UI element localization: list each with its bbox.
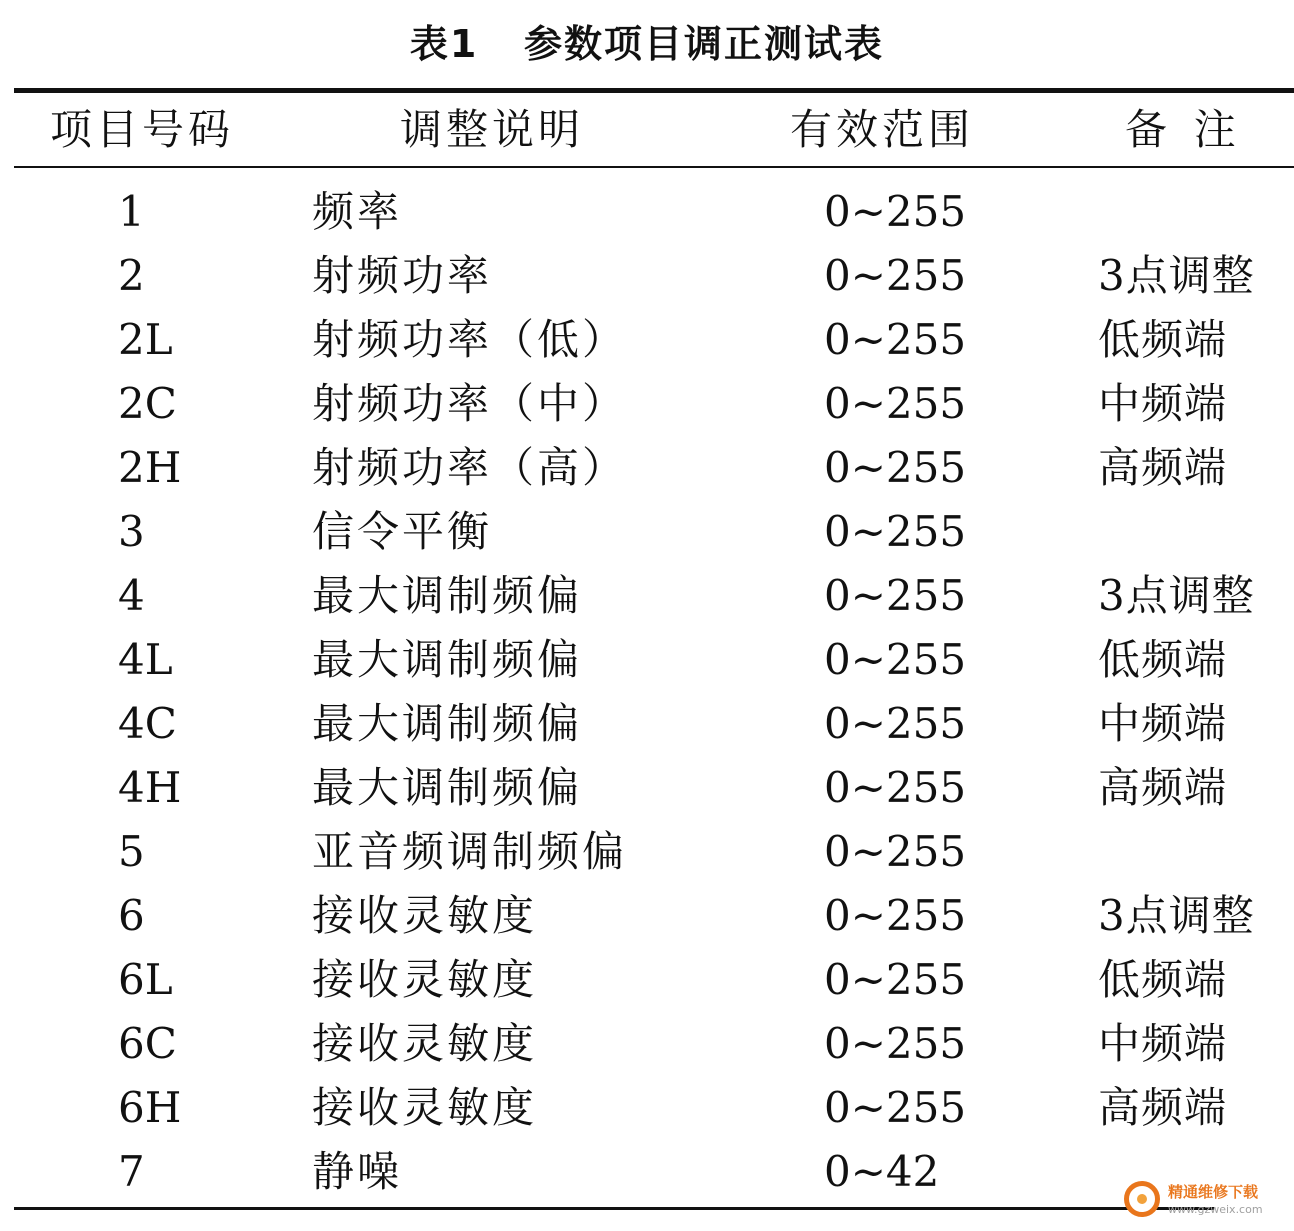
item-note: 低频端 (1098, 635, 1228, 684)
table-row (0, 1012, 1294, 1076)
item-description: 射频功率（低） (312, 315, 628, 364)
item-range: 0~255 (824, 955, 967, 1004)
table-row (0, 756, 1294, 820)
item-range: 0~255 (824, 379, 967, 428)
table-row (0, 564, 1294, 628)
item-description: 静噪 (312, 1147, 403, 1196)
table-row (0, 692, 1294, 756)
item-number: 5 (118, 827, 145, 876)
item-range: 0~255 (824, 315, 967, 364)
item-note: 3点调整 (1098, 571, 1255, 620)
table-row (0, 436, 1294, 500)
table-title: 表1 参数项目调正测试表 (409, 22, 885, 66)
item-note: 3点调整 (1098, 891, 1255, 940)
item-number: 2H (118, 443, 182, 492)
item-number: 4H (118, 763, 182, 812)
table-row (0, 308, 1294, 372)
item-note: 中频端 (1098, 1019, 1228, 1068)
watermark-url: www.gzweix.com (1168, 1203, 1263, 1216)
table-row (0, 244, 1294, 308)
table-row (0, 1140, 1294, 1204)
item-number: 6H (118, 1083, 182, 1132)
item-range: 0~255 (824, 187, 967, 236)
table-row (0, 948, 1294, 1012)
item-description: 接收灵敏度 (312, 891, 538, 940)
item-description: 亚音频调制频偏 (312, 827, 628, 876)
item-description: 信令平衡 (312, 507, 493, 556)
item-number: 4C (118, 699, 177, 748)
header-valid-range: 有效范围 (790, 105, 975, 154)
item-range: 0~255 (824, 1019, 967, 1068)
header-divider-rule (14, 166, 1294, 168)
item-number: 3 (118, 507, 145, 556)
item-note: 高频端 (1098, 443, 1228, 492)
table-row (0, 180, 1294, 244)
table-bottom-rule (14, 1207, 1214, 1210)
item-range: 0~255 (824, 699, 967, 748)
item-range: 0~255 (824, 251, 967, 300)
item-number: 6C (118, 1019, 177, 1068)
item-number: 4 (118, 571, 145, 620)
item-description: 最大调制频偏 (312, 635, 583, 684)
item-description: 射频功率 (312, 251, 493, 300)
item-note: 高频端 (1098, 763, 1228, 812)
item-note: 中频端 (1098, 699, 1228, 748)
item-note: 低频端 (1098, 955, 1228, 1004)
site-watermark (1120, 1175, 1290, 1227)
header-description: 调整说明 (400, 105, 585, 154)
table-row (0, 1076, 1294, 1140)
item-note: 高频端 (1098, 1083, 1228, 1132)
item-description: 射频功率（高） (312, 443, 628, 492)
item-description: 频率 (312, 187, 403, 236)
item-range: 0~255 (824, 827, 967, 876)
item-description: 接收灵敏度 (312, 955, 538, 1004)
table-row (0, 884, 1294, 948)
table-row (0, 628, 1294, 692)
item-note: 低频端 (1098, 315, 1228, 364)
item-description: 最大调制频偏 (312, 699, 583, 748)
item-number: 4L (118, 635, 173, 684)
eye-logo-icon (1124, 1181, 1160, 1217)
table-row (0, 372, 1294, 436)
item-range: 0~255 (824, 763, 967, 812)
item-number: 1 (118, 187, 145, 236)
item-range: 0~255 (824, 571, 967, 620)
item-description: 最大调制频偏 (312, 571, 583, 620)
item-description: 最大调制频偏 (312, 763, 583, 812)
table-top-rule (14, 88, 1294, 93)
item-range: 0~42 (824, 1147, 940, 1196)
item-description: 接收灵敏度 (312, 1019, 538, 1068)
table-row (0, 500, 1294, 564)
item-note: 中频端 (1098, 379, 1228, 428)
item-number: 6L (118, 955, 173, 1004)
item-range: 0~255 (824, 891, 967, 940)
item-number: 2 (118, 251, 145, 300)
item-range: 0~255 (824, 1083, 967, 1132)
table-row (0, 820, 1294, 884)
watermark-name: 精通维修下载 (1168, 1183, 1259, 1201)
item-number: 7 (118, 1147, 145, 1196)
item-range: 0~255 (824, 507, 967, 556)
item-note: 3点调整 (1098, 251, 1255, 300)
item-number: 2L (118, 315, 173, 364)
item-description: 接收灵敏度 (312, 1083, 538, 1132)
item-range: 0~255 (824, 443, 967, 492)
item-range: 0~255 (824, 635, 967, 684)
header-item-number: 项目号码 (50, 105, 235, 154)
item-number: 2C (118, 379, 177, 428)
item-description: 射频功率（中） (312, 379, 628, 428)
item-number: 6 (118, 891, 145, 940)
table-body (0, 180, 1294, 1204)
header-note: 备 注 (1125, 105, 1236, 154)
